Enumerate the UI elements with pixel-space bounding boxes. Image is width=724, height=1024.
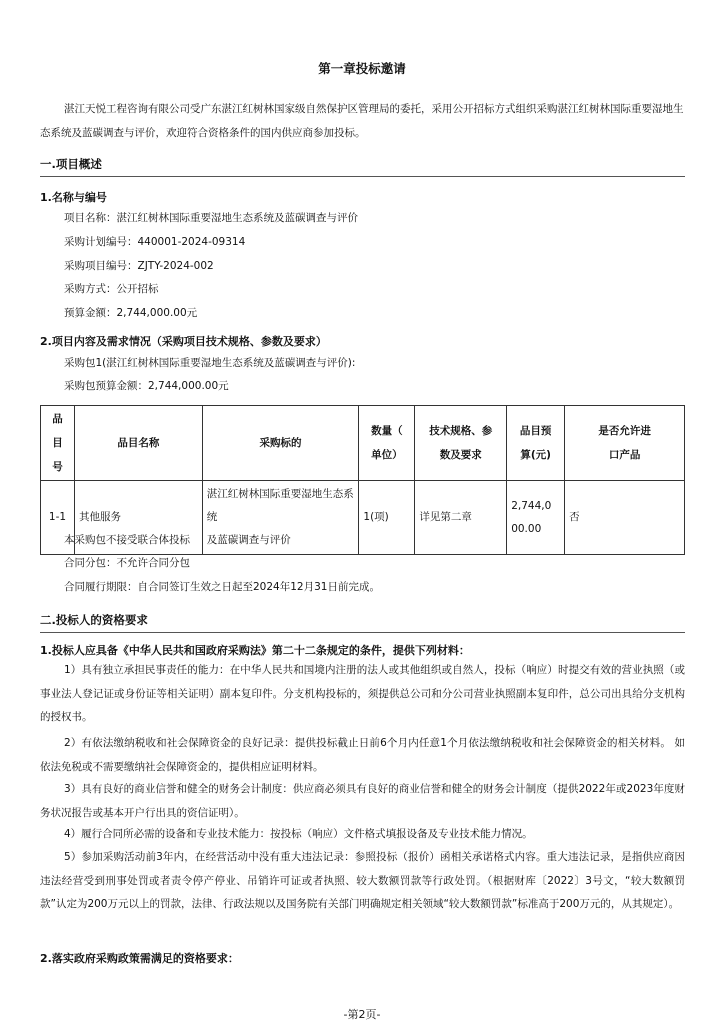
header-quantity: 数量（ 单位） xyxy=(359,406,415,481)
header-budget: 品目预 算(元) xyxy=(507,406,565,481)
contract-period: 合同履行期限：自合同签订生效之日起至2024年12月31日前完成。 xyxy=(64,581,380,593)
cell-item-name: 其他服务 xyxy=(74,481,202,555)
qualification-heading: 1.投标人应具备《中华人民共和国政府采购法》第二十二条规定的条件，提供下列材料： xyxy=(40,644,470,657)
cell-item-no: 1-1 xyxy=(41,481,75,555)
procurement-method: 采购方式：公开招标 xyxy=(64,283,159,295)
page-number: -第2页- xyxy=(343,1008,381,1021)
project-name: 项目名称：湛江红树林国际重要湿地生态系统及蓝碳调查与评价 xyxy=(64,212,358,224)
package-name: 采购包1(湛江红树林国际重要湿地生态系统及蓝碳调查与评价): xyxy=(64,357,356,369)
cell-import: 否 xyxy=(565,481,685,555)
divider xyxy=(40,632,685,633)
section1-heading: 一.项目概述 xyxy=(40,157,102,171)
header-item-no: 品 目 号 xyxy=(41,406,75,481)
qualification-item-3: 3）具有良好的商业信誉和健全的财务会计制度：供应商必须具有良好的商业信誉和健全的财务会计制度（提供2022年或2023年度财务状况报告或基本开户行出具的资信证明）。 xyxy=(40,783,685,819)
content-heading: 2.项目内容及需求情况（采购项目技术规格、参数及要求） xyxy=(40,335,327,348)
table-header-row xyxy=(41,406,685,481)
header-subject: 采购标的 xyxy=(202,406,359,481)
divider xyxy=(40,176,685,177)
qualification-item-5: 5）参加采购活动前3年内，在经营活动中没有重大违法记录：参照投标（报价）函相关承诺格式内容。重大违法记录，是指供应商因违法经营受到刑事处罚或者责令停产停业、吊销许可证或者执照、较大数额罚款等行政处罚。（根据财库〔2022〕3号文，“较大数额罚款”认定为200万元以上的罚款，法律、行政法规以及国务院有关部门明确规定相关领域“较大数额罚款”标准高于200万元的，从其规定）。 xyxy=(40,851,685,910)
qualification-item-2: 2）有依法缴纳税收和社会保障资金的良好记录：提供投标截止日前6个月内任意1个月依法缴纳税收和社会保障资金的相关材料。 如依法免税或不需要缴纳社会保障资金的，提供相应证明材料。 xyxy=(40,737,685,773)
header-spec: 技术规格、参 数及要求 xyxy=(415,406,507,481)
cell-spec: 详见第二章 xyxy=(415,481,507,555)
plan-number: 采购计划编号：440001-2024-09314 xyxy=(64,236,246,248)
subcontract-note: 合同分包：不允许合同分包 xyxy=(64,557,190,569)
page-title: 第一章投标邀请 xyxy=(318,61,406,76)
section2-heading: 二.投标人的资格要求 xyxy=(40,613,148,627)
cell-subject: 湛江红树林国际重要湿地生态系统 及蓝碳调查与评价 xyxy=(202,481,359,555)
header-item-name: 品目名称 xyxy=(74,406,202,481)
header-import: 是否允许进 口产品 xyxy=(565,406,685,481)
name-number-heading: 1.名称与编号 xyxy=(40,191,107,204)
consortium-note: 本采购包不接受联合体投标 xyxy=(64,534,190,546)
qualification-item-4: 4）履行合同所必需的设备和专业技术能力：按投标（响应）文件格式填报设备及专业技术能力情况。 xyxy=(64,828,533,840)
project-number: 采购项目编号：ZJTY-2024-002 xyxy=(64,260,214,272)
policy-heading: 2.落实政府采购政策需满足的资格要求： xyxy=(40,952,239,965)
budget-amount: 预算金额：2,744,000.00元 xyxy=(64,307,198,319)
intro-paragraph: 湛江天悦工程咨询有限公司受广东湛江红树林国家级自然保护区管理局的委托，采用公开招标方式组织采购湛江红树林国际重要湿地生态系统及蓝碳调查与评价，欢迎符合资格条件的国内供应商参加投标。 xyxy=(40,103,684,139)
cell-quantity: 1(项) xyxy=(359,481,415,555)
qualification-item-1: 1）具有独立承担民事责任的能力：在中华人民共和国境内注册的法人或其他组织或自然人，投标（响应）时提交有效的营业执照（或事业法人登记证或身份证等相关证明）副本复印件。分支机构投标的，须提供总公司和分公司营业执照副本复印件，总公司出具给分支机构的授权书。 xyxy=(40,664,685,723)
cell-budget: 2,744,0 00.00 xyxy=(507,481,565,555)
package-budget: 采购包预算金额：2,744,000.00元 xyxy=(64,380,229,392)
